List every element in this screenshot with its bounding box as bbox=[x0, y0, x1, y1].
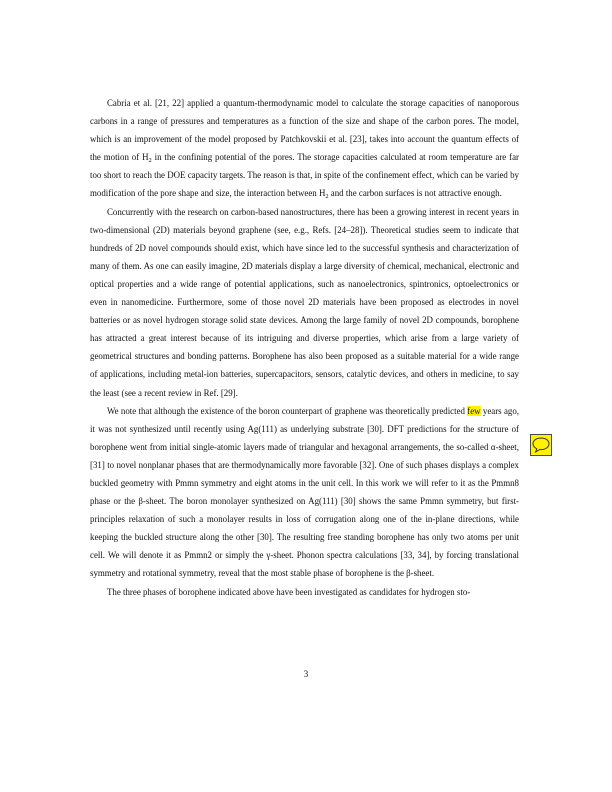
paragraph-2: Concurrently with the research on carbon-based nanostructures, there has been a growing interest in recent years in two-dimensional (2D) materials beyond graphene (see, e.g., Refs. [24–28]). Theoretical studies seem to indicate that hundreds of 2D novel compounds should exist, which have since led to the successful synthesis and characterization of many of them. As one can easily imagine, 2D materials display a large diversity of chemical, mechanical, electronic and optical properties and a wide range of potential applications, such as nanoelectronics, spintronics, optoelectronics or even in nanomedicine. Furthermore, some of those novel 2D materials have been proposed as electrodes in novel batteries or as novel hydrogen storage solid state devices. Among the large family of novel 2D compounds, borophene has attracted a great interest because of its intriguing and diverse properties, which arise from a large variety of geometrical structures and bonding patterns. Borophene has also been proposed as a suitable material for a wide range of applications, including metal-ion batteries, supercapacitors, sensors, catalytic devices, and others in medicine, to say the least (see a recent review in Ref. [29]. bbox=[90, 206, 519, 398]
subscript-2: 2 bbox=[148, 157, 152, 165]
paragraph-4: The three phases of borophene indicated above have been investigated as candidates for hydrogen sto- bbox=[107, 586, 471, 597]
comment-annotation-icon[interactable] bbox=[530, 434, 552, 456]
paragraph-1-text-a: Cabria et al. [21, 22] applied a quantum-thermodynamic model to calculate the storage capacities of nanoporous carbons in a range of pressures and temperatures as a function of the size and shape of the carbon pores. The model, which is an improvement of the model proposed by Patchkovskii et al. [23], takes into account the quantum effects of the motion of H bbox=[90, 98, 519, 163]
paragraph-1-text-c: and the carbon surfaces is not attractive enough. bbox=[328, 188, 502, 199]
speech-bubble-icon bbox=[532, 437, 550, 453]
page-number: 3 bbox=[303, 669, 309, 679]
body-text bbox=[90, 94, 519, 601]
highlighted-word[interactable]: few bbox=[467, 405, 481, 416]
subscript-2: 2 bbox=[325, 193, 329, 201]
paragraph-3 bbox=[90, 402, 519, 583]
paragraph-3-text-a: We note that although the existence of the boron counterpart of graphene was theoretically predicted bbox=[107, 405, 468, 416]
paragraph-3-text-b: years ago, it was not synthesized until recently using Ag(111) as underlying substrate [30]. DFT predictions for the structure of borophene went from initial single-atomic layers made of triangular and hexagonal arrangements, the so-called α-sheet, [31] to novel nonplanar phases that are thermodynamically more favorable [32]. One of such phases displays a complex buckled geometry with Pmmn symmetry and eight atoms in the unit cell. In this work we will refer to it as the Pmmn8 phase or the β-sheet. The boron monolayer synthesized on Ag(111) [30] shows the same Pmmn symmetry, but first-principles relaxation of such a monolayer results in loss of corrugation along one of the in-plane directions, while keeping the buckled structure along the other [30]. The resulting free standing borophene has only two atoms per unit cell. We will denote it as Pmmn2 or simply the γ-sheet. Phonon spectra calculations [33, 34], by forcing translational symmetry and rotational symmetry, reveal that the most stable phase of borophene is the β-sheet. bbox=[90, 405, 519, 579]
paragraph-1-text-b: in the confining potential of the pores. The storage capacities calculated at room temperature are far too short to reach the DOE capacity targets. The reason is that, in spite of the confinement effect, which can be varied by modification of the pore shape and size, the interaction between H bbox=[90, 152, 519, 199]
paragraph-1 bbox=[90, 94, 519, 203]
